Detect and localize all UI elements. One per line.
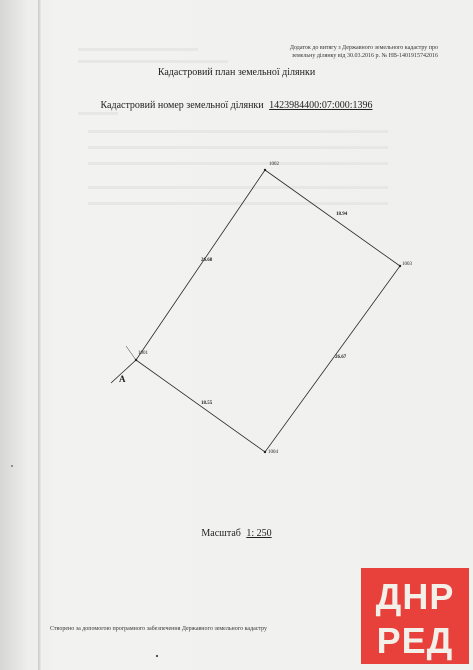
vertex-1004: [264, 451, 266, 453]
parcel-boundary: [136, 170, 400, 452]
edge-length-label: 26.68: [201, 258, 213, 263]
edge-length-label: 26.67: [335, 355, 347, 360]
scan-speck: [156, 655, 158, 657]
cadastral-number: 1423984400:07:000:1396: [269, 100, 373, 111]
footer-note: Створено за допомогою програмного забезпечення Державного земельного кадастру: [50, 626, 268, 632]
section-marker-tick: [126, 346, 136, 360]
cadastral-number-label: Кадастровий номер земельної ділянки: [100, 100, 264, 111]
scale-line: [0, 528, 473, 539]
vertex-1001: [135, 359, 137, 361]
vertex-label: 1004: [268, 450, 278, 455]
vertex-label: 1002: [269, 162, 279, 167]
header-note-line1: Додаток до витягу з Державного земельного кадастру про: [289, 45, 438, 51]
vertex-1003: [399, 265, 401, 267]
scale-value: 1: 250: [246, 528, 272, 539]
header-note-line2: земельну ділянку від 30.03.2016 р. № НВ-1401915742016: [291, 53, 438, 59]
edge-length-label: 18.55: [201, 401, 213, 406]
scan-speck: [11, 465, 13, 467]
logo-line1: ДНР: [375, 576, 455, 617]
dnr-red-logo: [361, 568, 469, 664]
vertex-label: 1001: [138, 351, 148, 356]
section-marker-a: A: [119, 374, 126, 384]
vertex-label: 1003: [402, 262, 412, 267]
vertex-1002: [264, 169, 266, 171]
edge-length-label: 18.94: [336, 212, 348, 217]
logo-line2: РЕД: [376, 620, 454, 661]
scale-label: Масштаб: [201, 528, 241, 539]
document-title: Кадастровий план земельної ділянки: [157, 67, 316, 78]
